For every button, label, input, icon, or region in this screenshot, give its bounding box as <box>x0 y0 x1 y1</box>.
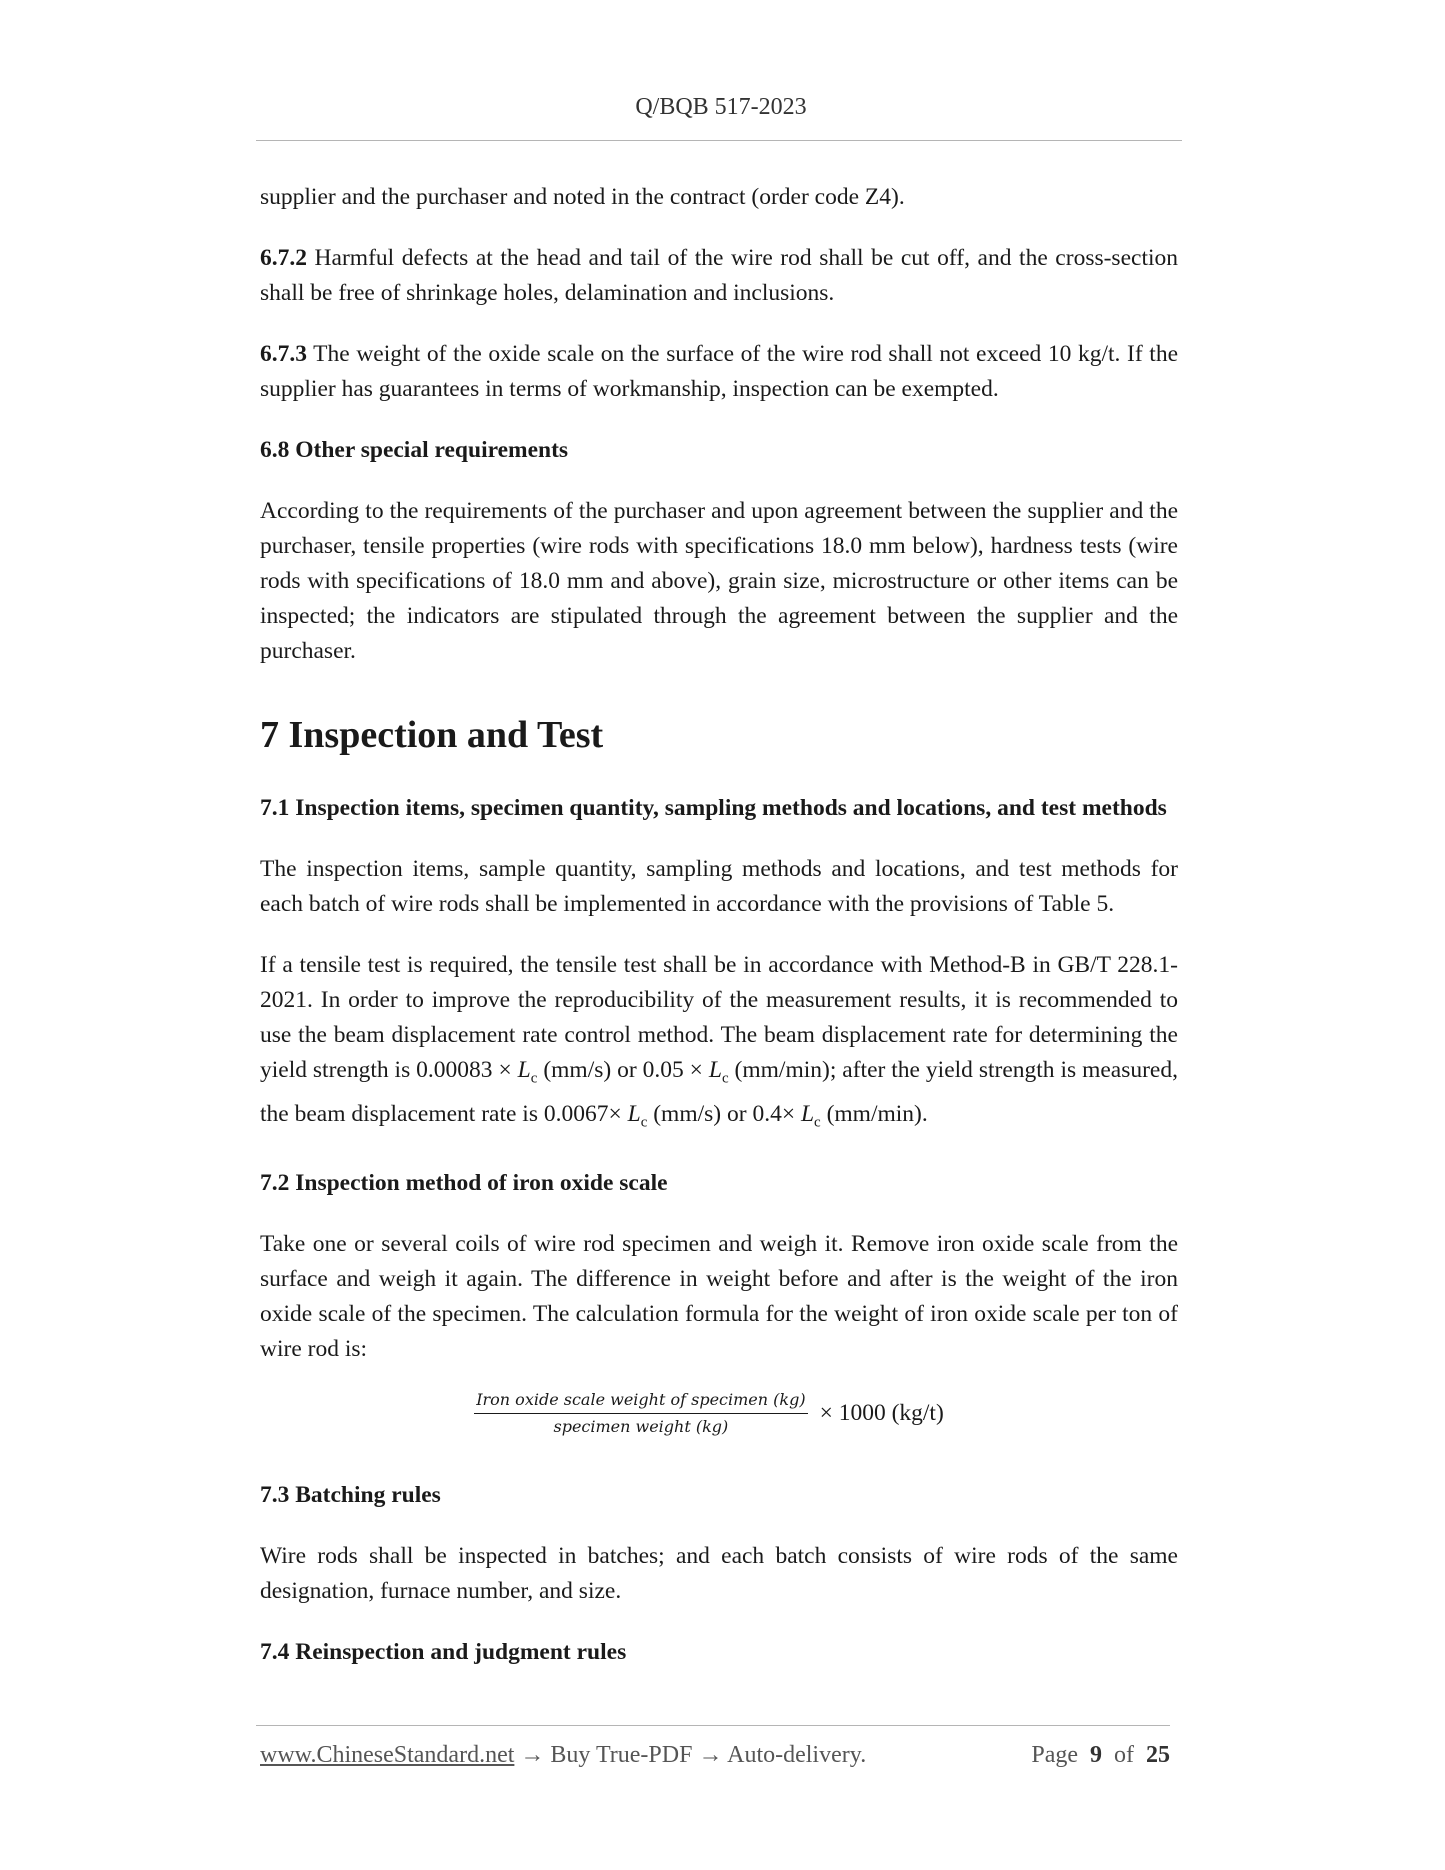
footer-divider <box>256 1725 1170 1726</box>
paragraph-7-3: Wire rods shall be inspected in batches; and each batch consists of wire rods of the same designation, furnace number, and size. <box>260 1543 1178 1605</box>
formula-denominator: specimen weight (kg) <box>553 1417 729 1437</box>
footer-promo-text: → Buy True-PDF → Auto-delivery. <box>514 1742 867 1768</box>
paragraph-6-8: According to the requirements of the purchaser and upon agreement between the supplier and the purchaser, tensile properties (wire rods with specifications 18.0 mm below), hardness tests (wire rods with specifications of 18.0 mm and above), grain size, microstructure or other items can be inspected; the indicators are stipulated through the agreement between the supplier and the purchaser. <box>260 498 1178 664</box>
current-page: 9 <box>1090 1742 1102 1768</box>
lc-symbol: $L_c$ <box>627 1100 648 1131</box>
formula-numerator: Iron oxide scale weight of specimen (kg) <box>474 1389 807 1414</box>
clause-number: 6.7.2 <box>260 245 307 271</box>
website-link[interactable]: www.ChineseStandard.net <box>260 1742 515 1768</box>
clause-number: 6.7.3 <box>260 341 307 367</box>
clause-6-7-2 <box>260 241 1178 311</box>
clause-6-7-3 <box>260 337 1178 407</box>
paragraph-7-2: Take one or several coils of wire rod specimen and weigh it. Remove iron oxide scale from the surface and weigh it again. The difference in weight before and after is the weight of the iron oxide scale of the specimen. The calculation formula for the weight of iron oxide scale per ton of wire rod is: <box>260 1231 1178 1363</box>
lc-symbol: $L_c$ <box>708 1057 729 1087</box>
paragraph-continued: supplier and the purchaser and noted in the contract (order code Z4). <box>260 184 905 210</box>
page-header: Q/BQB 517-2023 <box>635 94 807 120</box>
paragraph-7-1-a: The inspection items, sample quantity, sampling methods and locations, and test methods for each batch of wire rods shall be implemented in accordance with the provisions of Table 5. <box>260 856 1178 917</box>
oxide-scale-formula <box>260 1389 1178 1438</box>
heading-7-3: 7.3 Batching rules <box>260 1482 441 1509</box>
page-body <box>260 180 1178 1696</box>
total-pages: 25 <box>1146 1742 1170 1768</box>
clause-text: The weight of the oxide scale on the surface of the wire rod shall not exceed 10 kg/t. If the supplier has guarantees in terms of workmanship, inspection can be exempted. <box>260 341 1178 402</box>
section-heading-7: 7 Inspection and Test <box>260 714 604 756</box>
footer-promo <box>260 1742 866 1769</box>
heading-7-1: 7.1 Inspection items, specimen quantity, sampling methods and locations, and test methods <box>260 795 1167 821</box>
formula-fraction <box>474 1389 807 1438</box>
heading-6-8: 6.8 Other special requirements <box>260 437 569 463</box>
lc-symbol: $L_c$ <box>517 1057 538 1087</box>
lc-symbol: $L_c$ <box>800 1100 821 1131</box>
header-divider <box>256 140 1182 141</box>
heading-7-4: 7.4 Reinspection and judgment rules <box>260 1639 627 1666</box>
formula-multiplier: × 1000 (kg/t) <box>819 1400 944 1427</box>
paragraph-7-1-b: If a tensile test is required, the tensile test shall be in accordance with Method-B in GB/T 228.1-2021. In order to improve the reproducibility of the measurement results, it is recommended to use the beam displacement rate control method. The beam displacement rate for determining the yield strength is $0.00083 \times L_c$ (mm/s) or $0.05 \times L_c$ (mm/min); after the yield strength is measured, the beam displacement rate is $0.0067\times L_c$ (mm/s) or $0.4\times L_c$ (mm/min). <box>260 952 1178 1131</box>
page-number: Page 9 of 25 <box>1031 1742 1170 1768</box>
heading-7-2: 7.2 Inspection method of iron oxide scale <box>260 1170 668 1197</box>
clause-text: Harmful defects at the head and tail of the wire rod shall be cut off, and the cross-section shall be free of shrinkage holes, delamination and inclusions. <box>260 245 1178 306</box>
